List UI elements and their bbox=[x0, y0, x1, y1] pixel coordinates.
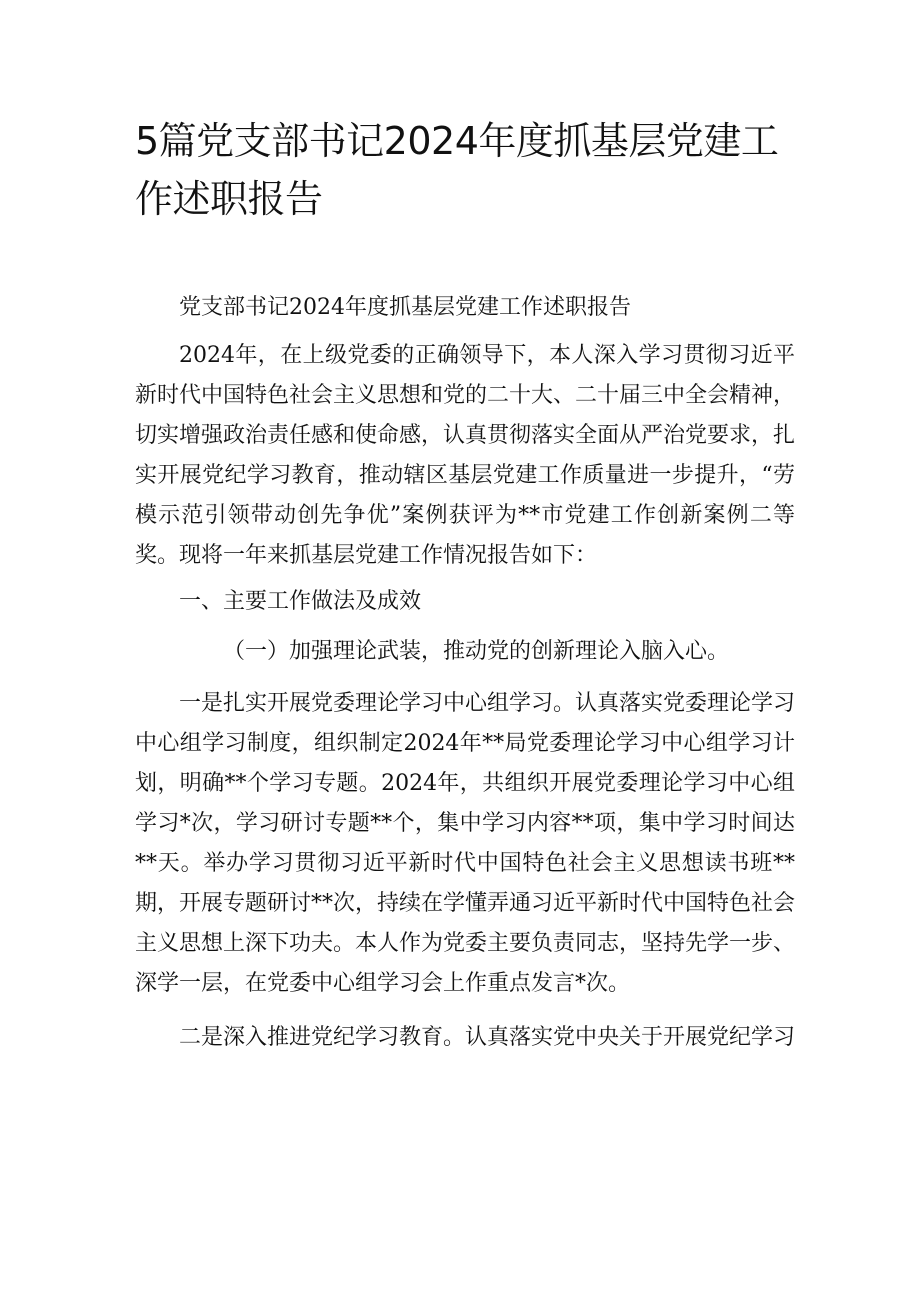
report-subtitle: 党支部书记2024年度抓基层党建工作述职报告 bbox=[179, 295, 631, 320]
body-paragraph: 二是深入推进党纪学习教育。认真落实党中央关于开展党纪学习 bbox=[179, 1025, 796, 1050]
document-title: 5篇党支部书记2024年度抓基层党建工作述职报告 bbox=[135, 119, 779, 221]
intro-paragraph: 2024年，在上级党委的正确领导下，本人深入学习贯彻习近平新时代中国特色社会主义思想和党的二十大、二十届三中全会精神，切实增强政治责任感和使命感，认真贯彻落实全面从严治党要求，扎实开展党纪学习教育，推动辖区基层党建工作质量进一步提升，“劳模示范引领带动创先争优”案例获评为**市党建工作创新案例二等奖。现将一年来抓基层党建工作情况报告如下： bbox=[135, 343, 796, 568]
body-paragraph: 一是扎实开展党委理论学习中心组学习。认真落实党委理论学习中心组学习制度，组织制定2024年**局党委理论学习中心组学习计划，明确**个学习专题。2024年，共组织开展党委理论学习中心组学习*次，学习研讨专题**个，集中学习内容**项，集中学习时间达**天。举办学习贯彻习近平新时代中国特色社会主义思想读书班**期，开展专题研讨**次，持续在学懂弄通习近平新时代中国特色社会主义思想上深下功夫。本人作为党委主要负责同志，坚持先学一步、深学一层，在党委中心组学习会上作重点发言*次。 bbox=[135, 691, 796, 996]
subsection-heading: （一）加强理论武装，推动党的创新理论入脑入心。 bbox=[223, 639, 730, 664]
section-heading: 一、主要工作做法及成效 bbox=[179, 589, 422, 614]
document-body bbox=[135, 288, 795, 1058]
